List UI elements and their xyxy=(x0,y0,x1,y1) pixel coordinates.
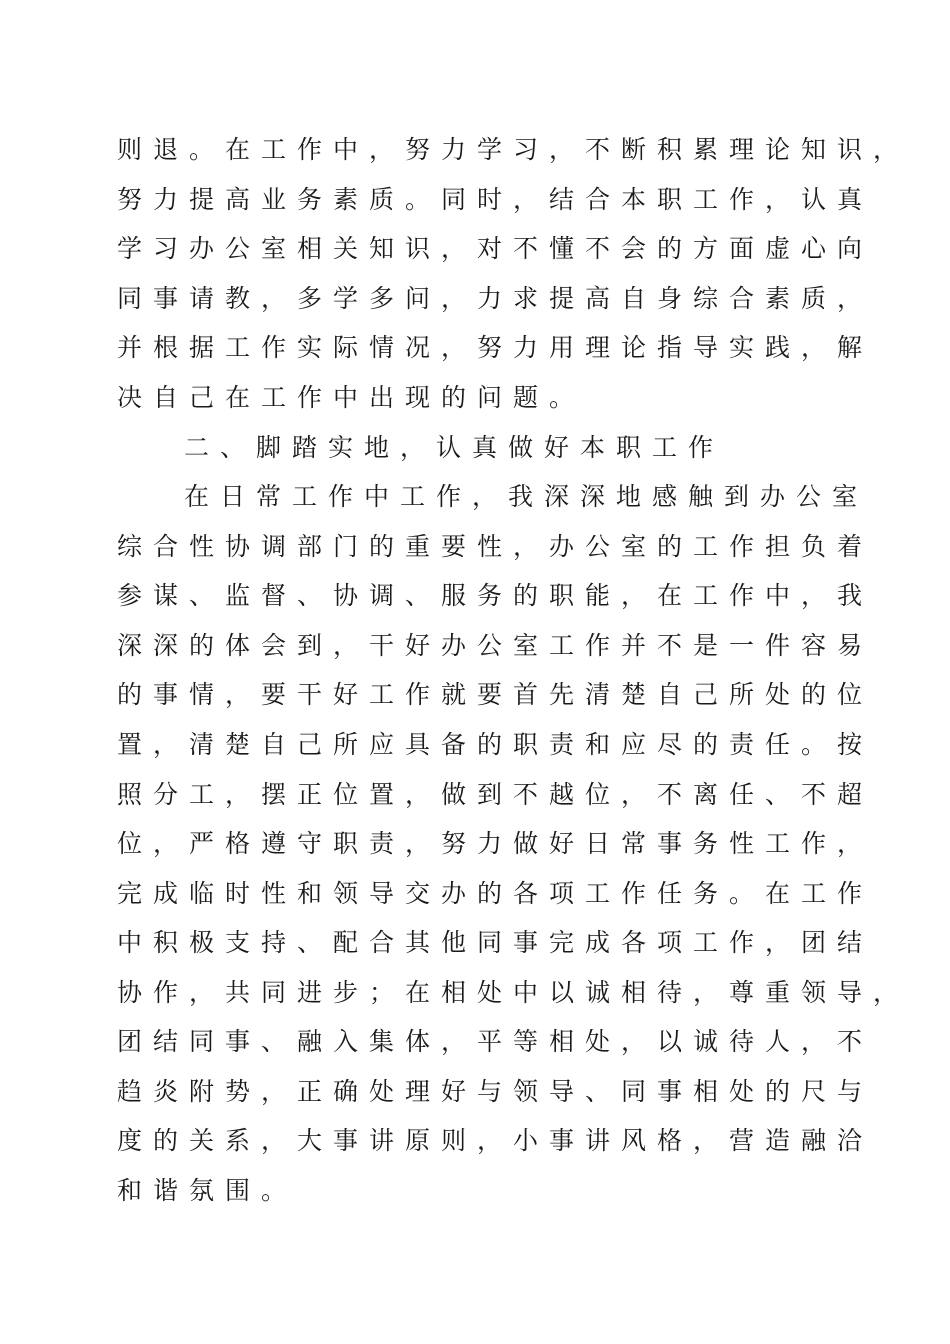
text-line: 位，严格遵守职责，努力做好日常事务性工作， xyxy=(117,829,874,858)
text-line: 在日常工作中工作，我深深地感触到办公室 xyxy=(184,482,869,511)
text-line: 并根据工作实际情况，努力用理论指导实践，解 xyxy=(117,333,874,362)
text-line: 努力提高业务素质。同时，结合本职工作，认真 xyxy=(117,185,874,214)
text-line: 学习办公室相关知识，对不懂不会的方面虚心向 xyxy=(117,234,874,263)
text-line: 完成临时性和领导交办的各项工作任务。在工作 xyxy=(117,879,874,908)
text-line: 深深的体会到，干好办公室工作并不是一件容易 xyxy=(117,631,874,660)
text-line: 团结同事、融入集体，平等相处，以诚待人，不 xyxy=(117,1027,874,1056)
text-line: 度的关系，大事讲原则，小事讲风格，营造融洽 xyxy=(117,1126,874,1155)
section-heading: 二、脚踏实地，认真做好本职工作 xyxy=(184,433,725,462)
text-line: 的事情，要干好工作就要首先清楚自己所处的位 xyxy=(117,680,874,709)
text-line: 置，清楚自己所应具备的职责和应尽的责任。按 xyxy=(117,730,874,759)
text-line: 和谐氛围。 xyxy=(117,1176,298,1205)
text-line: 照分工，摆正位置，做到不越位，不离任、不超 xyxy=(117,780,874,809)
text-line: 参谋、监督、协调、服务的职能，在工作中，我 xyxy=(117,581,874,610)
text-line: 趋炎附势，正确处理好与领导、同事相处的尺与 xyxy=(117,1077,874,1106)
text-line: 综合性协调部门的重要性，办公室的工作担负着 xyxy=(117,532,874,561)
text-line: 则退。在工作中，努力学习，不断积累理论知识， xyxy=(117,135,910,164)
text-line: 决自己在工作中出现的问题。 xyxy=(117,383,586,412)
text-line: 同事请教，多学多问，力求提高自身综合素质， xyxy=(117,284,874,313)
text-line: 中积极支持、配合其他同事完成各项工作，团结 xyxy=(117,928,874,957)
text-line: 协作，共同进步；在相处中以诚相待，尊重领导， xyxy=(117,978,910,1007)
